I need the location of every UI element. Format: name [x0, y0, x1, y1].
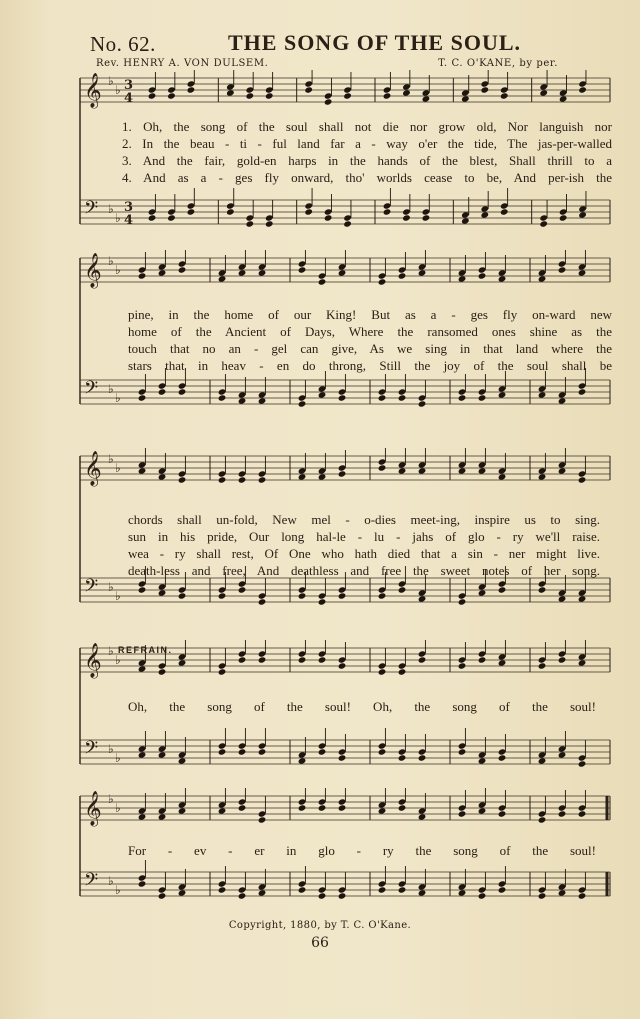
- note-head: [238, 476, 247, 483]
- note-head: [218, 886, 227, 893]
- note-head: [498, 754, 507, 761]
- note-head: [338, 470, 347, 477]
- note-head: [258, 889, 267, 896]
- verse-4-line: stars that in heav - en do throng, Still the joy of the soul shall be: [128, 358, 612, 373]
- note-head: [338, 394, 347, 401]
- verse-1-line: 1. Oh, the song of the soul shall not die nor grow old, Nor languish nor: [122, 119, 612, 134]
- note-head: [498, 391, 507, 398]
- bass-clef-icon: 𝄢: [84, 378, 99, 403]
- flat-icon: ♭: [115, 461, 121, 475]
- note-head: [418, 754, 427, 761]
- flat-icon: ♭: [108, 644, 114, 658]
- note-head: [378, 748, 387, 755]
- verse-3-line: 3. And the fair, gold-en harps in the hands of the blest, Shall thrill to a: [122, 153, 612, 168]
- note-head: [422, 214, 431, 221]
- note-head: [258, 476, 267, 483]
- note-head: [138, 272, 147, 279]
- note-head: [558, 266, 567, 273]
- note-head: [418, 656, 427, 663]
- note-head: [226, 208, 235, 215]
- treble-staff: [80, 70, 610, 109]
- note-head: [418, 400, 427, 407]
- note-head: [178, 266, 187, 273]
- note-head: [258, 748, 267, 755]
- treble-staff: [80, 788, 610, 827]
- flat-icon: ♭: [115, 589, 121, 603]
- treble-clef-icon: 𝄞: [84, 643, 102, 678]
- note-head: [178, 757, 187, 764]
- refrain-line: Oh, the song of the soul! Oh, the song of the soul!: [128, 699, 596, 714]
- note-head: [458, 748, 467, 755]
- note-head: [578, 388, 587, 395]
- note-head: [226, 89, 235, 96]
- note-head: [398, 586, 407, 593]
- note-head: [538, 892, 547, 899]
- flat-icon: ♭: [108, 74, 114, 88]
- treble-staff: [80, 448, 610, 487]
- note-head: [478, 272, 487, 279]
- note-head: [238, 656, 247, 663]
- time-signature-top: 3: [124, 200, 134, 215]
- note-head: [398, 394, 407, 401]
- note-head: [458, 275, 467, 282]
- note-head: [498, 659, 507, 666]
- flat-icon: ♭: [115, 391, 121, 405]
- verse-4-line: death-less and free, And deathless and free the sweet notes of her song.: [128, 563, 600, 578]
- note-head: [318, 598, 327, 605]
- note-head: [158, 589, 167, 596]
- note-head: [498, 886, 507, 893]
- note-head: [378, 807, 387, 814]
- note-head: [458, 598, 467, 605]
- note-head: [158, 269, 167, 276]
- bass-clef-icon: 𝄢: [84, 576, 99, 601]
- note-head: [478, 807, 487, 814]
- note-head: [318, 473, 327, 480]
- note-head: [304, 208, 313, 215]
- flat-icon: ♭: [108, 382, 114, 396]
- note-head: [578, 810, 587, 817]
- note-head: [418, 467, 427, 474]
- note-head: [478, 394, 487, 401]
- note-head: [539, 89, 548, 96]
- note-head: [148, 92, 157, 99]
- bass-staff: [80, 728, 610, 768]
- note-head: [558, 810, 567, 817]
- note-head: [478, 757, 487, 764]
- flat-icon: ♭: [108, 792, 114, 806]
- note-head: [158, 388, 167, 395]
- note-head: [298, 804, 307, 811]
- note-head: [238, 748, 247, 755]
- verse-1-line: chords shall un-fold, New mel - o-dies meet-ing, inspire us to sing.: [128, 512, 600, 527]
- refrain-lyrics-2: [128, 842, 596, 859]
- note-head: [265, 92, 274, 99]
- note-head: [478, 589, 487, 596]
- time-signature-bottom: 4: [124, 213, 134, 228]
- note-head: [378, 668, 387, 675]
- flat-icon: ♭: [108, 742, 114, 756]
- bass-staff: [80, 188, 610, 228]
- note-head: [458, 889, 467, 896]
- note-head: [318, 748, 327, 755]
- note-head: [338, 892, 347, 899]
- treble-staff: [80, 250, 610, 289]
- note-head: [578, 760, 587, 767]
- flat-icon: ♭: [108, 202, 114, 216]
- note-head: [578, 595, 587, 602]
- note-head: [238, 269, 247, 276]
- note-head: [178, 476, 187, 483]
- note-head: [238, 397, 247, 404]
- note-head: [422, 95, 431, 102]
- note-head: [481, 86, 490, 93]
- flat-icon: ♭: [108, 452, 114, 466]
- note-head: [498, 275, 507, 282]
- note-head: [178, 889, 187, 896]
- note-head: [218, 668, 227, 675]
- note-head: [458, 810, 467, 817]
- music-system-4: [70, 640, 620, 790]
- note-head: [338, 592, 347, 599]
- note-head: [138, 751, 147, 758]
- note-head: [578, 476, 587, 483]
- note-head: [178, 659, 187, 666]
- note-head: [418, 813, 427, 820]
- hymn-title: THE SONG OF THE SOUL.: [228, 30, 522, 55]
- note-head: [138, 880, 147, 887]
- hymn-composer: T. C. O'KANE, by per.: [438, 58, 558, 69]
- note-head: [218, 275, 227, 282]
- flat-icon: ♭: [115, 263, 121, 277]
- note-head: [258, 269, 267, 276]
- note-head: [138, 467, 147, 474]
- note-head: [238, 892, 247, 899]
- note-head: [298, 886, 307, 893]
- note-head: [578, 211, 587, 218]
- note-head: [538, 662, 547, 669]
- note-head: [458, 467, 467, 474]
- refrain-label: REFRAIN.: [118, 645, 173, 655]
- note-head: [187, 208, 196, 215]
- treble-staff: [80, 640, 610, 679]
- note-head: [558, 595, 567, 602]
- treble-clef-icon: 𝄞: [84, 451, 102, 486]
- verse-lyrics-system-1: [122, 118, 612, 186]
- note-head: [338, 754, 347, 761]
- note-head: [338, 662, 347, 669]
- note-head: [538, 586, 547, 593]
- note-head: [158, 473, 167, 480]
- note-head: [318, 278, 327, 285]
- note-head: [500, 208, 509, 215]
- note-head: [558, 656, 567, 663]
- note-head: [478, 656, 487, 663]
- note-head: [383, 92, 392, 99]
- note-head: [138, 665, 147, 672]
- note-head: [578, 269, 587, 276]
- note-head: [578, 659, 587, 666]
- note-head: [398, 467, 407, 474]
- verse-3-line: wea - ry shall rest, Of One who hath died that a sin - ner might live.: [128, 546, 600, 561]
- note-head: [238, 804, 247, 811]
- note-head: [498, 586, 507, 593]
- note-head: [538, 275, 547, 282]
- note-head: [418, 269, 427, 276]
- note-head: [461, 95, 470, 102]
- note-head: [318, 656, 327, 663]
- note-head: [178, 388, 187, 395]
- bass-clef-icon: 𝄢: [84, 738, 99, 763]
- note-head: [167, 214, 176, 221]
- note-head: [158, 668, 167, 675]
- verse-lyrics-system-2: [128, 306, 612, 374]
- verse-2-line: sun in his pride, Our long hal-le - lu - jahs of glo - ry we'll raise.: [128, 529, 600, 544]
- note-head: [158, 813, 167, 820]
- flat-icon: ♭: [115, 653, 121, 667]
- time-signature-bottom: 4: [124, 91, 134, 106]
- note-head: [148, 214, 157, 221]
- flat-icon: ♭: [115, 883, 121, 897]
- note-head: [559, 214, 568, 221]
- treble-clef-icon: 𝄞: [84, 791, 102, 826]
- note-head: [398, 886, 407, 893]
- note-head: [458, 662, 467, 669]
- note-head: [418, 595, 427, 602]
- note-head: [343, 220, 352, 227]
- note-head: [298, 592, 307, 599]
- note-head: [258, 598, 267, 605]
- note-head: [558, 751, 567, 758]
- refrain-line: For - ev - er in glo - ry the song of the soul!: [128, 843, 596, 858]
- note-head: [298, 473, 307, 480]
- note-head: [265, 220, 274, 227]
- flat-icon: ♭: [108, 874, 114, 888]
- note-head: [498, 473, 507, 480]
- note-head: [318, 391, 327, 398]
- note-head: [378, 886, 387, 893]
- flat-icon: ♭: [115, 751, 121, 765]
- note-head: [378, 278, 387, 285]
- note-head: [258, 816, 267, 823]
- hymn-number: No. 62.: [90, 32, 156, 56]
- verse-lyrics-system-3: [128, 511, 600, 579]
- note-head: [558, 397, 567, 404]
- note-head: [304, 86, 313, 93]
- flat-icon: ♭: [115, 211, 121, 225]
- note-head: [578, 86, 587, 93]
- verse-1-line: pine, in the home of our King! But as a - ges fly on-ward new: [128, 307, 612, 322]
- note-head: [338, 804, 347, 811]
- page-number: 66: [311, 935, 329, 951]
- note-head: [481, 211, 490, 218]
- note-head: [538, 473, 547, 480]
- bass-clef-icon: 𝄢: [84, 198, 99, 223]
- verse-2-line: 2. In the beau - ti - ful land far a - way o'er the tide, The jas-per-walled: [122, 136, 612, 151]
- note-head: [478, 892, 487, 899]
- note-head: [246, 220, 255, 227]
- verse-2-line: home of the Ancient of Days, Where the ransomed ones shine as the: [128, 324, 612, 339]
- note-head: [378, 394, 387, 401]
- hymn-author: Rev. HENRY A. VON DULSEM.: [96, 58, 269, 69]
- note-head: [298, 266, 307, 273]
- note-head: [461, 217, 470, 224]
- note-head: [324, 98, 333, 105]
- note-head: [258, 397, 267, 404]
- note-head: [138, 813, 147, 820]
- note-head: [538, 816, 547, 823]
- note-head: [158, 751, 167, 758]
- note-head: [318, 892, 327, 899]
- note-head: [578, 892, 587, 899]
- note-head: [378, 464, 387, 471]
- note-head: [378, 592, 387, 599]
- note-head: [178, 592, 187, 599]
- copyright-notice: Copyright, 1880, by T. C. O'Kane.: [228, 920, 412, 931]
- note-head: [218, 592, 227, 599]
- note-head: [167, 92, 176, 99]
- flat-icon: ♭: [108, 580, 114, 594]
- note-head: [158, 892, 167, 899]
- note-head: [246, 92, 255, 99]
- note-head: [178, 807, 187, 814]
- verse-4-line: 4. And as a - ges fly onward, tho' worlds cease to be, And per-ish the: [122, 170, 612, 185]
- note-head: [539, 220, 548, 227]
- note-head: [498, 810, 507, 817]
- note-head: [187, 86, 196, 93]
- note-head: [398, 804, 407, 811]
- note-head: [398, 754, 407, 761]
- note-head: [298, 757, 307, 764]
- flat-icon: ♭: [115, 801, 121, 815]
- note-head: [258, 656, 267, 663]
- bass-staff: [80, 860, 610, 900]
- note-head: [298, 656, 307, 663]
- note-head: [398, 668, 407, 675]
- note-head: [398, 272, 407, 279]
- note-head: [558, 467, 567, 474]
- note-head: [338, 269, 347, 276]
- note-head: [402, 214, 411, 221]
- note-head: [383, 208, 392, 215]
- note-head: [218, 394, 227, 401]
- note-head: [324, 214, 333, 221]
- note-head: [318, 804, 327, 811]
- treble-clef-icon: 𝄞: [84, 253, 102, 288]
- note-head: [402, 89, 411, 96]
- note-head: [538, 391, 547, 398]
- note-head: [458, 394, 467, 401]
- note-head: [138, 586, 147, 593]
- note-head: [343, 92, 352, 99]
- note-head: [218, 807, 227, 814]
- bass-clef-icon: 𝄢: [84, 870, 99, 895]
- time-signature-top: 3: [124, 78, 134, 93]
- treble-clef-icon: 𝄞: [84, 73, 102, 108]
- note-head: [538, 757, 547, 764]
- note-head: [238, 586, 247, 593]
- verse-3-line: touch that no an - gel can give, As we sing in that land where the: [128, 341, 612, 356]
- flat-icon: ♭: [108, 254, 114, 268]
- note-head: [558, 889, 567, 896]
- note-head: [298, 400, 307, 407]
- note-head: [218, 748, 227, 755]
- note-head: [418, 889, 427, 896]
- refrain-lyrics-1: [128, 698, 596, 715]
- note-head: [500, 92, 509, 99]
- note-head: [218, 476, 227, 483]
- note-head: [138, 394, 147, 401]
- note-head: [559, 95, 568, 102]
- note-head: [478, 467, 487, 474]
- flat-icon: ♭: [115, 83, 121, 97]
